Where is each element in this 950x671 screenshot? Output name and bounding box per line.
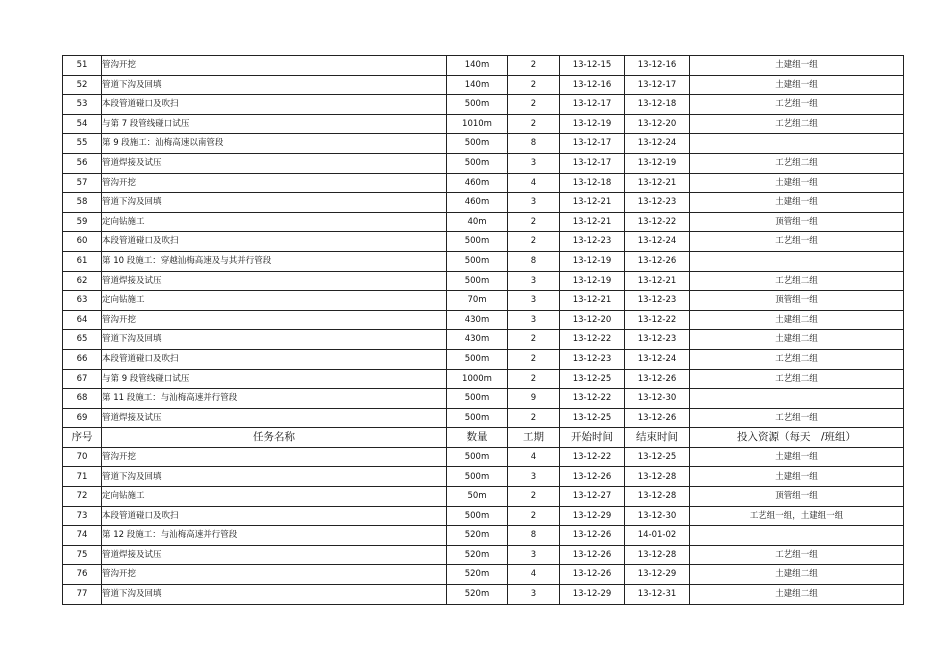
- table-row: [63, 369, 904, 389]
- cell-qty: 500m: [447, 447, 508, 467]
- cell-end: 13-12-21: [625, 271, 690, 291]
- header-end: 结束时间: [625, 428, 690, 448]
- cell-resource: 土建组二组: [690, 310, 904, 330]
- cell-start: 13-12-23: [560, 232, 625, 252]
- cell-no: 52: [63, 75, 102, 95]
- cell-no: 71: [63, 467, 102, 487]
- cell-end: 13-12-29: [625, 565, 690, 585]
- table-row: [63, 232, 904, 252]
- table-row: [63, 349, 904, 369]
- cell-end: 13-12-17: [625, 75, 690, 95]
- cell-no: 56: [63, 153, 102, 173]
- cell-end: 13-12-28: [625, 467, 690, 487]
- cell-task: 管沟开挖: [102, 565, 447, 585]
- cell-start: 13-12-29: [560, 506, 625, 526]
- cell-task: 本段管道碰口及吹扫: [102, 95, 447, 115]
- cell-start: 13-12-26: [560, 545, 625, 565]
- cell-qty: 500m: [447, 134, 508, 154]
- cell-duration: 3: [508, 291, 560, 311]
- cell-start: 13-12-23: [560, 349, 625, 369]
- cell-resource: 工艺组二组: [690, 271, 904, 291]
- table-row: [63, 251, 904, 271]
- cell-duration: 2: [508, 114, 560, 134]
- cell-no: 73: [63, 506, 102, 526]
- cell-start: 13-12-26: [560, 565, 625, 585]
- cell-duration: 3: [508, 467, 560, 487]
- table-row: [63, 193, 904, 213]
- table-row: [63, 134, 904, 154]
- cell-end: 13-12-18: [625, 95, 690, 115]
- cell-resource: 顶管组一组: [690, 291, 904, 311]
- cell-duration: 9: [508, 389, 560, 409]
- cell-no: 74: [63, 526, 102, 546]
- cell-task: 本段管道碰口及吹扫: [102, 349, 447, 369]
- table-row: [63, 330, 904, 350]
- cell-task: 与第 9 段管线碰口试压: [102, 369, 447, 389]
- cell-resource: 土建组一组: [690, 173, 904, 193]
- cell-resource: 工艺组一组: [690, 232, 904, 252]
- cell-no: 66: [63, 349, 102, 369]
- cell-task: 第 11 段施工：与汕梅高速并行管段: [102, 389, 447, 409]
- table-row: [63, 506, 904, 526]
- cell-start: 13-12-21: [560, 212, 625, 232]
- cell-resource: 土建组一组: [690, 447, 904, 467]
- cell-task: 定向钻施工: [102, 487, 447, 507]
- cell-qty: 1010m: [447, 114, 508, 134]
- cell-qty: 460m: [447, 193, 508, 213]
- cell-resource: 工艺组二组: [690, 369, 904, 389]
- cell-task: 管沟开挖: [102, 56, 447, 76]
- cell-end: 13-12-26: [625, 251, 690, 271]
- header-resource: 投入资源（每天 /班组）: [690, 428, 904, 448]
- cell-start: 13-12-25: [560, 369, 625, 389]
- header-task: 任务名称: [102, 428, 447, 448]
- cell-no: 69: [63, 408, 102, 428]
- cell-resource: 土建组二组: [690, 565, 904, 585]
- cell-resource: 顶管组一组: [690, 212, 904, 232]
- table-row: [63, 153, 904, 173]
- cell-no: 61: [63, 251, 102, 271]
- table-row: [63, 212, 904, 232]
- cell-task: 与第 7 段管线碰口试压: [102, 114, 447, 134]
- cell-task: 第 12 段施工：与汕梅高速并行管段: [102, 526, 447, 546]
- cell-duration: 2: [508, 330, 560, 350]
- table-row: [63, 114, 904, 134]
- table-row: [63, 56, 904, 76]
- cell-duration: 8: [508, 251, 560, 271]
- cell-task: 管道下沟及回填: [102, 585, 447, 605]
- cell-duration: 2: [508, 56, 560, 76]
- cell-start: 13-12-18: [560, 173, 625, 193]
- cell-duration: 3: [508, 310, 560, 330]
- table-row: [63, 389, 904, 409]
- cell-start: 13-12-27: [560, 487, 625, 507]
- table-row: [63, 408, 904, 428]
- cell-duration: 4: [508, 447, 560, 467]
- cell-duration: 2: [508, 95, 560, 115]
- schedule-rows-51-69: [63, 56, 904, 428]
- cell-duration: 3: [508, 545, 560, 565]
- cell-no: 55: [63, 134, 102, 154]
- cell-start: 13-12-17: [560, 134, 625, 154]
- cell-no: 53: [63, 95, 102, 115]
- cell-start: 13-12-22: [560, 447, 625, 467]
- table-row: [63, 447, 904, 467]
- cell-resource: 工艺组一组，土建组一组: [690, 506, 904, 526]
- cell-duration: 4: [508, 565, 560, 585]
- cell-no: 72: [63, 487, 102, 507]
- cell-end: 13-12-23: [625, 291, 690, 311]
- cell-task: 管道焊接及试压: [102, 271, 447, 291]
- cell-task: 管道焊接及试压: [102, 153, 447, 173]
- cell-no: 76: [63, 565, 102, 585]
- cell-resource: 土建组一组: [690, 56, 904, 76]
- cell-duration: 2: [508, 212, 560, 232]
- cell-duration: 2: [508, 349, 560, 369]
- cell-end: 13-12-23: [625, 193, 690, 213]
- cell-end: 13-12-25: [625, 447, 690, 467]
- cell-qty: 140m: [447, 75, 508, 95]
- cell-resource: [690, 134, 904, 154]
- cell-resource: [690, 389, 904, 409]
- cell-end: 13-12-30: [625, 389, 690, 409]
- table-row: [63, 585, 904, 605]
- cell-duration: 4: [508, 173, 560, 193]
- cell-task: 管沟开挖: [102, 310, 447, 330]
- cell-end: 13-12-16: [625, 56, 690, 76]
- table-row: [63, 173, 904, 193]
- cell-start: 13-12-26: [560, 467, 625, 487]
- header-no: 序号: [63, 428, 102, 448]
- cell-task: 管道焊接及试压: [102, 545, 447, 565]
- table-row: [63, 487, 904, 507]
- cell-qty: 500m: [447, 232, 508, 252]
- cell-end: 13-12-19: [625, 153, 690, 173]
- cell-end: 13-12-23: [625, 330, 690, 350]
- schedule-rows-70-77: [63, 447, 904, 604]
- cell-no: 62: [63, 271, 102, 291]
- table-row: [63, 75, 904, 95]
- cell-start: 13-12-20: [560, 310, 625, 330]
- cell-end: 13-12-28: [625, 545, 690, 565]
- cell-task: 定向钻施工: [102, 291, 447, 311]
- cell-duration: 3: [508, 193, 560, 213]
- cell-end: 13-12-26: [625, 369, 690, 389]
- cell-end: 14-01-02: [625, 526, 690, 546]
- schedule-table: [62, 55, 904, 605]
- cell-qty: 40m: [447, 212, 508, 232]
- table-row: [63, 467, 904, 487]
- cell-qty: 500m: [447, 271, 508, 291]
- cell-no: 68: [63, 389, 102, 409]
- table-row: [63, 291, 904, 311]
- cell-resource: 工艺组二组: [690, 153, 904, 173]
- cell-end: 13-12-24: [625, 232, 690, 252]
- cell-resource: 工艺组二组: [690, 114, 904, 134]
- cell-duration: 3: [508, 271, 560, 291]
- cell-end: 13-12-22: [625, 212, 690, 232]
- cell-no: 63: [63, 291, 102, 311]
- cell-qty: 520m: [447, 565, 508, 585]
- cell-qty: 430m: [447, 330, 508, 350]
- cell-start: 13-12-26: [560, 526, 625, 546]
- cell-task: 本段管道碰口及吹扫: [102, 506, 447, 526]
- cell-task: 本段管道碰口及吹扫: [102, 232, 447, 252]
- cell-start: 13-12-21: [560, 291, 625, 311]
- header-duration: 工期: [508, 428, 560, 448]
- cell-end: 13-12-30: [625, 506, 690, 526]
- cell-resource: 土建组一组: [690, 193, 904, 213]
- cell-no: 77: [63, 585, 102, 605]
- cell-qty: 500m: [447, 153, 508, 173]
- cell-task: 定向钻施工: [102, 212, 447, 232]
- cell-end: 13-12-24: [625, 349, 690, 369]
- cell-qty: 1000m: [447, 369, 508, 389]
- cell-start: 13-12-16: [560, 75, 625, 95]
- cell-start: 13-12-22: [560, 389, 625, 409]
- cell-start: 13-12-17: [560, 95, 625, 115]
- cell-resource: 工艺组二组: [690, 349, 904, 369]
- cell-end: 13-12-24: [625, 134, 690, 154]
- cell-duration: 2: [508, 487, 560, 507]
- cell-end: 13-12-20: [625, 114, 690, 134]
- cell-qty: 50m: [447, 487, 508, 507]
- cell-start: 13-12-17: [560, 153, 625, 173]
- cell-resource: [690, 526, 904, 546]
- cell-qty: 520m: [447, 585, 508, 605]
- header-start: 开始时间: [560, 428, 625, 448]
- cell-start: 13-12-19: [560, 271, 625, 291]
- cell-duration: 2: [508, 506, 560, 526]
- cell-start: 13-12-25: [560, 408, 625, 428]
- cell-start: 13-12-15: [560, 56, 625, 76]
- table-row: [63, 95, 904, 115]
- cell-qty: 460m: [447, 173, 508, 193]
- cell-end: 13-12-22: [625, 310, 690, 330]
- cell-start: 13-12-22: [560, 330, 625, 350]
- cell-resource: 土建组二组: [690, 330, 904, 350]
- cell-resource: 顶管组一组: [690, 487, 904, 507]
- cell-qty: 140m: [447, 56, 508, 76]
- cell-qty: 500m: [447, 251, 508, 271]
- cell-resource: 土建组一组: [690, 75, 904, 95]
- cell-start: 13-12-29: [560, 585, 625, 605]
- cell-qty: 430m: [447, 310, 508, 330]
- cell-qty: 500m: [447, 408, 508, 428]
- cell-start: 13-12-19: [560, 251, 625, 271]
- cell-task: 管道下沟及回填: [102, 330, 447, 350]
- cell-no: 60: [63, 232, 102, 252]
- cell-end: 13-12-21: [625, 173, 690, 193]
- cell-end: 13-12-26: [625, 408, 690, 428]
- table-header: [63, 428, 904, 448]
- cell-resource: 土建组一组: [690, 467, 904, 487]
- cell-no: 58: [63, 193, 102, 213]
- table-row: [63, 526, 904, 546]
- cell-duration: 8: [508, 526, 560, 546]
- cell-resource: 工艺组一组: [690, 95, 904, 115]
- table-row: [63, 310, 904, 330]
- cell-qty: 500m: [447, 506, 508, 526]
- cell-start: 13-12-19: [560, 114, 625, 134]
- cell-qty: 70m: [447, 291, 508, 311]
- cell-duration: 2: [508, 75, 560, 95]
- cell-qty: 520m: [447, 545, 508, 565]
- table-row: [63, 565, 904, 585]
- table-row: [63, 271, 904, 291]
- cell-duration: 3: [508, 153, 560, 173]
- header-row: [63, 428, 904, 448]
- table-row: [63, 545, 904, 565]
- cell-duration: 8: [508, 134, 560, 154]
- cell-duration: 3: [508, 585, 560, 605]
- cell-qty: 500m: [447, 389, 508, 409]
- cell-no: 59: [63, 212, 102, 232]
- cell-no: 67: [63, 369, 102, 389]
- cell-task: 管道下沟及回填: [102, 75, 447, 95]
- cell-no: 70: [63, 447, 102, 467]
- cell-end: 13-12-28: [625, 487, 690, 507]
- cell-no: 64: [63, 310, 102, 330]
- cell-resource: 工艺组一组: [690, 545, 904, 565]
- cell-resource: 土建组二组: [690, 585, 904, 605]
- cell-task: 管道焊接及试压: [102, 408, 447, 428]
- cell-duration: 2: [508, 369, 560, 389]
- cell-task: 管沟开挖: [102, 447, 447, 467]
- cell-no: 57: [63, 173, 102, 193]
- cell-task: 管道下沟及回填: [102, 193, 447, 213]
- cell-resource: [690, 251, 904, 271]
- cell-no: 51: [63, 56, 102, 76]
- cell-qty: 520m: [447, 526, 508, 546]
- cell-no: 75: [63, 545, 102, 565]
- cell-task: 第 10 段施工：穿越汕梅高速及与其并行管段: [102, 251, 447, 271]
- cell-task: 管道下沟及回填: [102, 467, 447, 487]
- cell-end: 13-12-31: [625, 585, 690, 605]
- cell-no: 65: [63, 330, 102, 350]
- cell-no: 54: [63, 114, 102, 134]
- cell-duration: 2: [508, 408, 560, 428]
- cell-duration: 2: [508, 232, 560, 252]
- cell-qty: 500m: [447, 349, 508, 369]
- cell-qty: 500m: [447, 467, 508, 487]
- cell-qty: 500m: [447, 95, 508, 115]
- cell-resource: 工艺组一组: [690, 408, 904, 428]
- header-qty: 数量: [447, 428, 508, 448]
- cell-task: 第 9 段施工：汕梅高速以南管段: [102, 134, 447, 154]
- cell-start: 13-12-21: [560, 193, 625, 213]
- cell-task: 管沟开挖: [102, 173, 447, 193]
